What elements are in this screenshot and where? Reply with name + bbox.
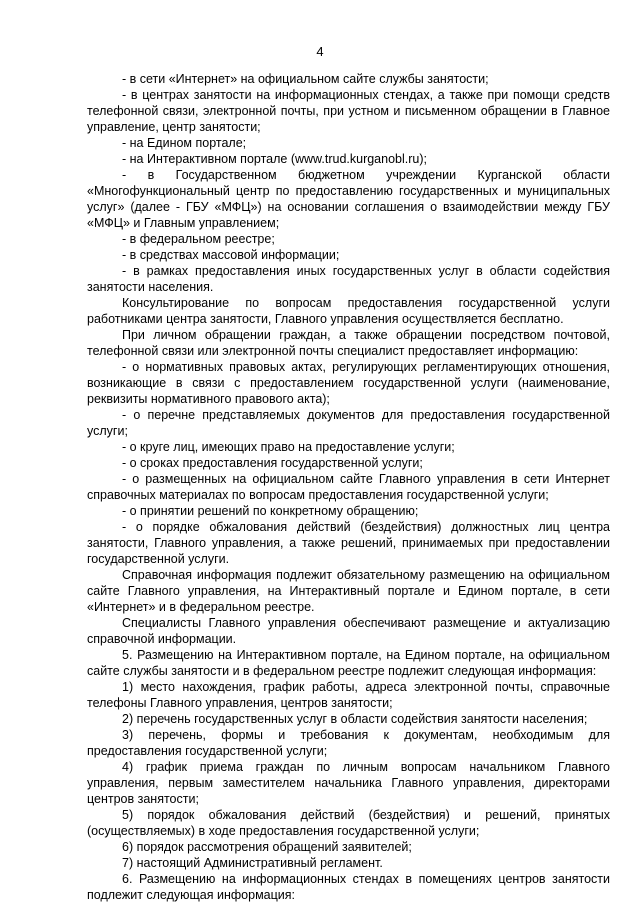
paragraph: При личном обращении граждан, а также обращении посредством почтовой, телефонной связи или электронной почты специалист предоставляет информацию: — [87, 328, 610, 358]
paragraph: - о нормативных правовых актах, регулирующих регламентирующих отношения, возникающие в связи с предоставлением государственной услуги (наименование, реквизиты нормативного правового акта); — [87, 360, 610, 406]
paragraph: - на Интерактивном портале (www.trud.kurganobl.ru); — [122, 152, 427, 166]
paragraph: - о круге лиц, имеющих право на предоставление услуги; — [122, 440, 455, 454]
paragraph: - в сети «Интернет» на официальном сайте службы занятости; — [122, 72, 489, 86]
paragraph: - о размещенных на официальном сайте Главного управления в сети Интернет справочных материалах по вопросам предоставления государственной услуги; — [87, 472, 610, 502]
paragraph: 6. Размещению на информационных стендах в помещениях центров занятости подлежит следующая информация: — [87, 872, 610, 902]
paragraph: 1) место нахождения, график работы, адреса электронной почты, справочные телефоны Главного управления, центров занятости; — [87, 680, 610, 710]
paragraph: - о принятии решений по конкретному обращению; — [122, 504, 419, 518]
paragraph: 6) порядок рассмотрения обращений заявителей; — [122, 840, 412, 854]
paragraph: - о порядке обжалования действий (бездействия) должностных лиц центра занятости, Главного управления, а также решений, принимаемых при предоставлении государственной услуги. — [87, 520, 610, 566]
paragraph: 5) порядок обжалования действий (бездействия) и решений, принятых (осуществляемых) в ходе предоставления государственной услуги; — [87, 808, 610, 838]
paragraph: - о перечне представляемых документов для предоставления государственной услуги; — [87, 408, 610, 438]
paragraph: Консультирование по вопросам предоставления государственной услуги работниками центра занятости, Главного управления осуществляется бесплатно. — [87, 296, 610, 326]
paragraph: - в средствах массовой информации; — [122, 248, 340, 262]
paragraph: Справочная информация подлежит обязательному размещению на официальном сайте Главного управления, на Интерактивный портале и Едином портале, в сети «Интернет» и в федеральном реестре. — [87, 568, 610, 614]
paragraph: - в центрах занятости на информационных стендах, а также при помощи средств телефонной связи, электронной почты, при устном и письменном обращении в Главное управление, центр занятости; — [87, 88, 610, 134]
paragraph: - в федеральном реестре; — [122, 232, 275, 246]
paragraph: 2) перечень государственных услуг в области содействия занятости населения; — [122, 712, 588, 726]
paragraph: 4) график приема граждан по личным вопросам начальником Главного управления, первым заместителем начальника Главного управления, директорами центров занятости; — [87, 760, 610, 806]
paragraph: 3) перечень, формы и требования к документам, необходимым для предоставления государственной услуги; — [87, 728, 610, 758]
page-number: 4 — [316, 44, 324, 59]
paragraph: - в рамках предоставления иных государственных услуг в области содействия занятости населения. — [87, 264, 610, 294]
document-body — [87, 71, 610, 903]
paragraph: - в Государственном бюджетном учреждении Курганской области «Многофункциональный центр по предоставлению государственных и муниципальных услуг» (далее - ГБУ «МФЦ») на основании соглашения о взаимодействии между ГБУ «МФЦ» и Главным управлением; — [87, 168, 610, 230]
paragraph: 7) настоящий Административный регламент. — [122, 856, 383, 870]
paragraph: Специалисты Главного управления обеспечивают размещение и актуализацию справочной информации. — [87, 616, 610, 646]
paragraph: - о сроках предоставления государственной услуги; — [122, 456, 423, 470]
paragraph: 5. Размещению на Интерактивном портале, на Едином портале, на официальном сайте службы занятости и в федеральном реестре подлежит следующая информация: — [87, 648, 610, 678]
paragraph: - на Едином портале; — [122, 136, 247, 150]
